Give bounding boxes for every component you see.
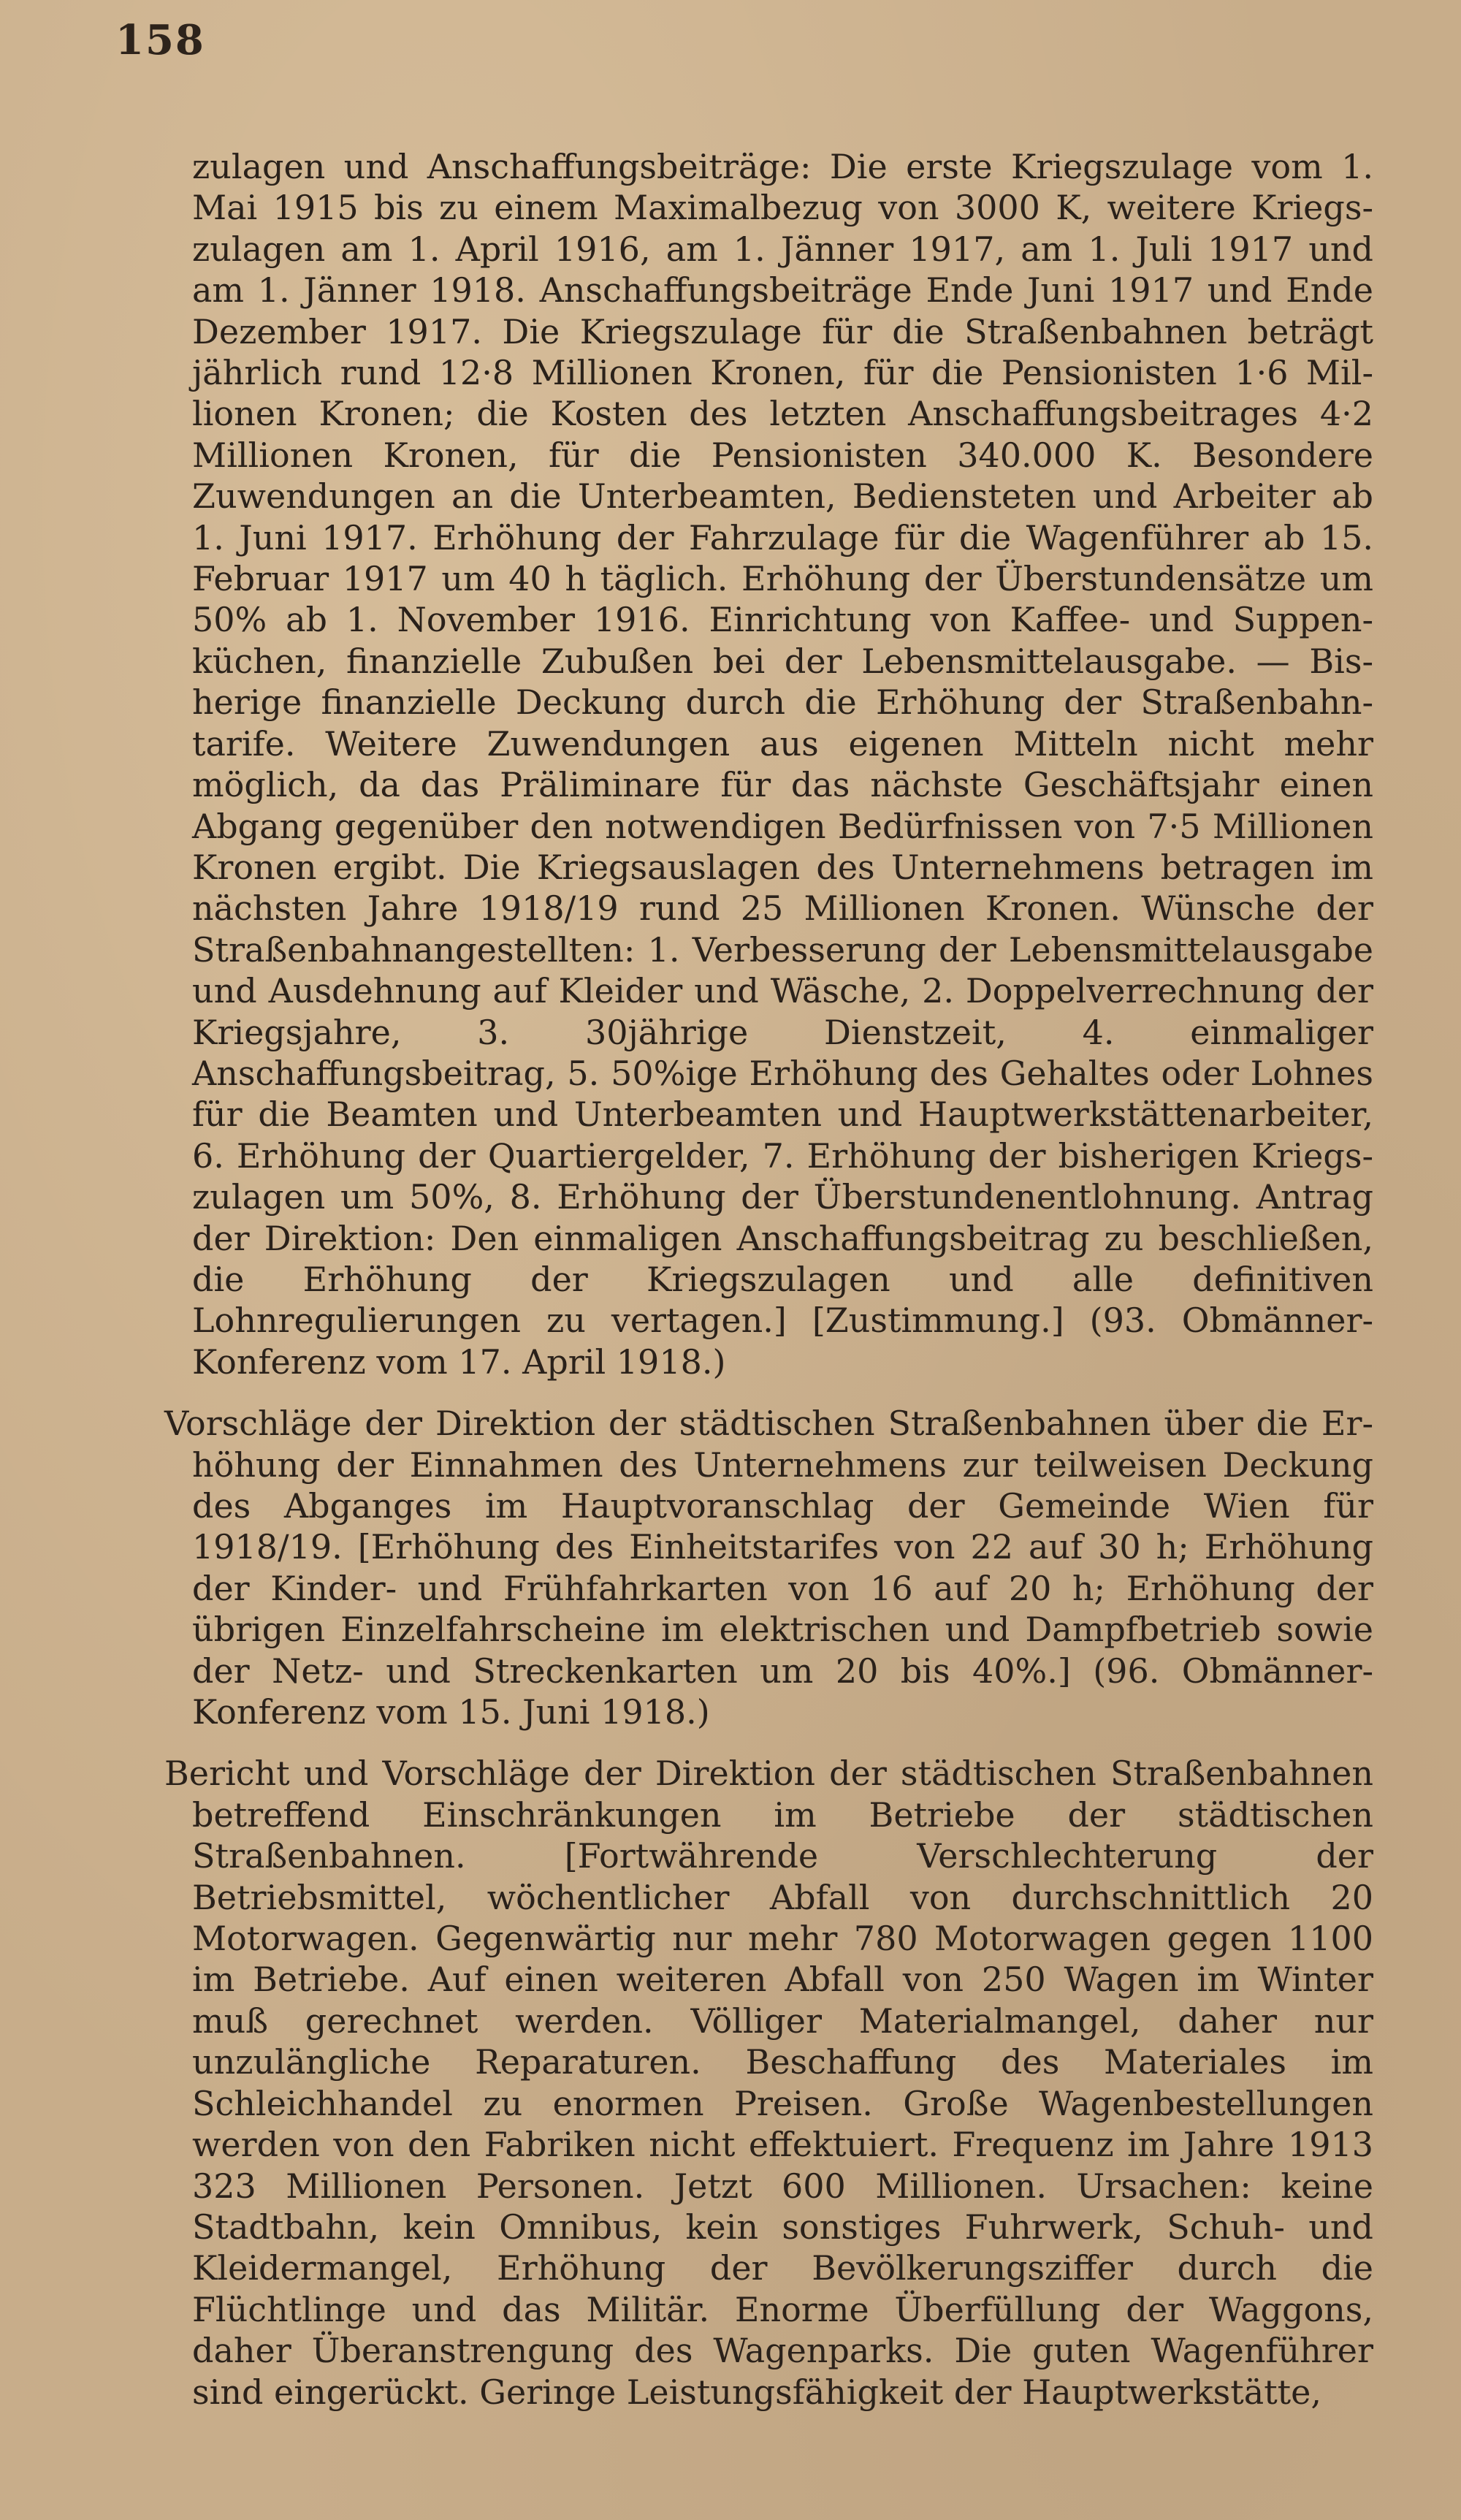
page-number: 158 — [115, 16, 205, 64]
entry-fare-increase-proposal: Vorschläge der Direktion der städtischen Straßenbahnen über die Erhöhung der Einnahmen des Unternehmens zur teilweisen Deckung des Abganges im Hauptvoranschlag der Gemeinde Wien für 1918/19. [Erhöhung des Einheitstarifes von 22 auf 30 h; Erhöhung der Kinder- und Frühfahrkarten von 16 auf 20 h; Erhöhung der übrigen Einzelfahrscheine im elektrischen und Dampfbetrieb sowie der Netz- und Streckenkarten um 20 bis 40%.] (96. Obmänner-Konferenz vom 15. Juni 1918.) — [164, 1404, 1373, 1732]
entry-continued-from-previous-page: zulagen und Anschaffungsbeiträge: Die erste Kriegszulage vom 1. Mai 1915 bis zu einem Maximalbezug von 3000 K, weitere Kriegszulagen am 1. April 1916, am 1. Jänner 1917, am 1. Juli 1917 und am 1. Jänner 1918. Anschaffungsbeiträge Ende Juni 1917 und Ende Dezember 1917. Die Kriegszulage für die Straßenbahnen beträgt jährlich rund 12·8 Millionen Kronen, für die Pensionisten 1·6 Millionen Kronen; die Kosten des letzten Anschaffungsbeitrages 4·2 Millionen Kronen, für die Pensionisten 340.000 K. Besondere Zuwendungen an die Unterbeamten, Bediensteten und Arbeiter ab 1. Juni 1917. Erhöhung der Fahrzulage für die Wagenführer ab 15. Februar 1917 um 40 h täglich. Erhöhung der Überstundensätze um 50% ab 1. November 1916. Einrichtung von Kaffee- und Suppenküchen, finanzielle Zubußen bei der Lebensmittelausgabe. — Bisherige finanzielle Deckung durch die Erhöhung der Straßenbahntarife. Weitere Zuwendungen aus eigenen Mitteln nicht mehr möglich, da das Präliminare für das nächste Geschäftsjahr einen Abgang gegenüber den notwendigen Bedürfnissen von 7·5 Millionen Kronen ergibt. Die Kriegsauslagen des Unternehmens betragen im nächsten Jahre 1918/19 rund 25 Millionen Kronen. Wünsche der Straßenbahnangestellten: 1. Verbesserung der Lebensmittelausgabe und Ausdehnung auf Kleider und Wäsche, 2. Doppelverrechnung der Kriegsjahre, 3. 30jährige Dienstzeit, 4. einmaliger Anschaffungsbeitrag, 5. 50%ige Erhöhung des Gehaltes oder Lohnes für die Beamten und Unterbeamten und Hauptwerkstättenarbeiter, 6. Erhöhung der Quartiergelder, 7. Erhöhung der bisherigen Kriegszulagen um 50%, 8. Erhöhung der Überstundenentlohnung. Antrag der Direktion: Den einmaligen Anschaffungsbeitrag zu beschließen, die Erhöhung der Kriegszulagen und alle definitiven Lohnregulierungen zu vertagen.] [Zustimmung.] (93. Obmänner-Konferenz vom 17. April 1918.) — [192, 147, 1373, 1382]
page-body — [164, 146, 1373, 2413]
entry-operating-restrictions-report: Bericht und Vorschläge der Direktion der städtischen Straßenbahnen betreffend Einschränkungen im Betriebe der städtischen Straßenbahnen. [Fortwährende Verschlechterung der Betriebsmittel, wöchentlicher Abfall von durchschnittlich 20 Motorwagen. Gegenwärtig nur mehr 780 Motorwagen gegen 1100 im Betriebe. Auf einen weiteren Abfall von 250 Wagen im Winter muß gerechnet werden. Völliger Materialmangel, daher nur unzulängliche Reparaturen. Beschaffung des Materiales im Schleichhandel zu enormen Preisen. Große Wagenbestellungen werden von den Fabriken nicht effektuiert. Frequenz im Jahre 1913 323 Millionen Personen. Jetzt 600 Millionen. Ursachen: keine Stadtbahn, kein Omnibus, kein sonstiges Fuhrwerk, Schuh- und Kleidermangel, Erhöhung der Bevölkerungsziffer durch die Flüchtlinge und das Militär. Enorme Überfüllung der Waggons, daher Überanstrengung des Wagenparks. Die guten Wagenführer sind eingerückt. Geringe Leistungsfähigkeit der Hauptwerkstätte, — [164, 1754, 1373, 2412]
